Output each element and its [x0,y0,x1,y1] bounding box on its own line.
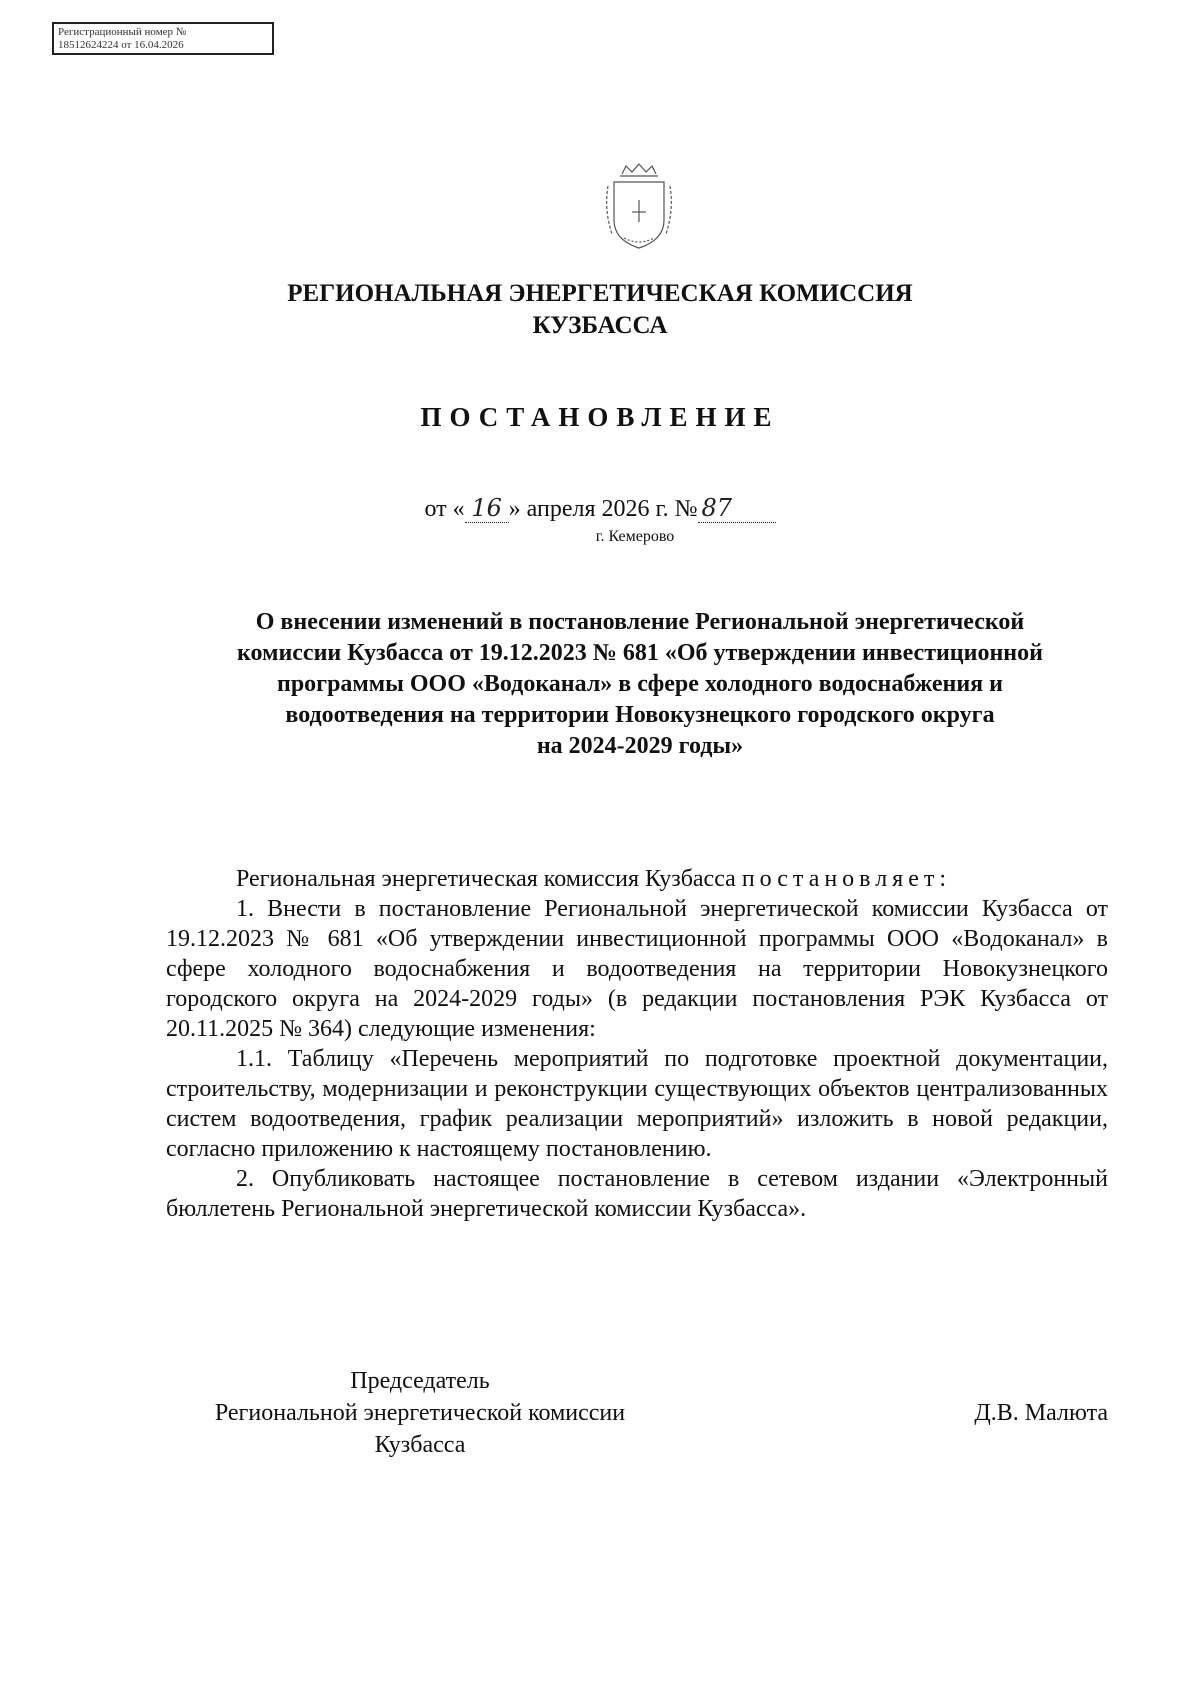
title-line1: О внесении изменений в постановление Региональной энергетической [255,609,1025,635]
body-paragraph-1: 1. Внести в постановление Региональной энергетической комиссии Кузбасса от 19.12.2023 № 681 «Об утверждении инвестиционной программы ООО «Водоканал» в сфере холодного водоснабжения и водоотведения на территории Новокузнецкого городского округа на 2024-2029 годы» (в редакции постановления РЭК Кузбасса от 20.11.2025 № 364) следующие изменения: [166,896,1108,1042]
signatory-name: Д.В. Малюта [974,1400,1108,1426]
date-prefix: от « [424,496,465,522]
signatory-position-line3: Кузбасса [374,1432,466,1458]
document-type: ПОСТАНОВЛЕНИЕ [420,402,780,432]
body-intro-text: Региональная энергетическая комиссия Кузбасса [236,866,736,892]
document-body [166,864,1108,1224]
title-line5: на 2024-2029 годы» [536,733,744,759]
body-paragraph-1-1: 1.1. Таблицу «Перечень мероприятий по подготовке проектной документации, строительству, модернизации и реконструкции существующих объектов централизованных систем водоотведения, график реализации мероприятий» изложить в новой редакции, согласно приложению к настоящему постановлению. [166,1046,1108,1162]
signatory-position-line2: Региональной энергетической комиссии [214,1400,626,1426]
organization-name-line2: КУЗБАССА [532,312,668,339]
document-title [160,607,1120,762]
title-line2: комиссии Кузбасса от 19.12.2023 № 681 «Об утверждении инвестиционной [237,640,1043,666]
body-paragraph-2: 2. Опубликовать настоящее постановление в сетевом издании «Электронный бюллетень Региональной энергетической комиссии Кузбасса». [166,1166,1108,1222]
registration-stamp-line1: Регистрационный номер № [58,26,187,38]
kuzbass-coat-of-arms-icon [602,160,676,252]
title-line4: водоотведения на территории Новокузнецкого городского округа [285,702,995,728]
organization-name-line1: РЕГИОНАЛЬНАЯ ЭНЕРГЕТИЧЕСКАЯ КОМИССИЯ [287,280,913,307]
date-middle: » апреля 2026 г. № [508,496,698,522]
body-intro-decree-word: постановляет: [741,866,952,892]
document-number-handwritten: 87 [698,494,776,523]
signatory-position [170,1365,670,1461]
organization-name [0,278,1200,342]
date-day-handwritten: 16 [465,494,509,523]
body-intro [166,864,1108,894]
document-date-line [0,494,1200,523]
document-city: г. Кемерово [595,528,675,545]
registration-stamp [52,22,274,55]
signatory-position-line1: Председатель [350,1368,490,1394]
registration-stamp-line2: 18512624224 от 16.04.2026 [58,39,184,51]
title-line3: программы ООО «Водоканал» в сфере холодного водоснабжения и [277,671,1003,697]
